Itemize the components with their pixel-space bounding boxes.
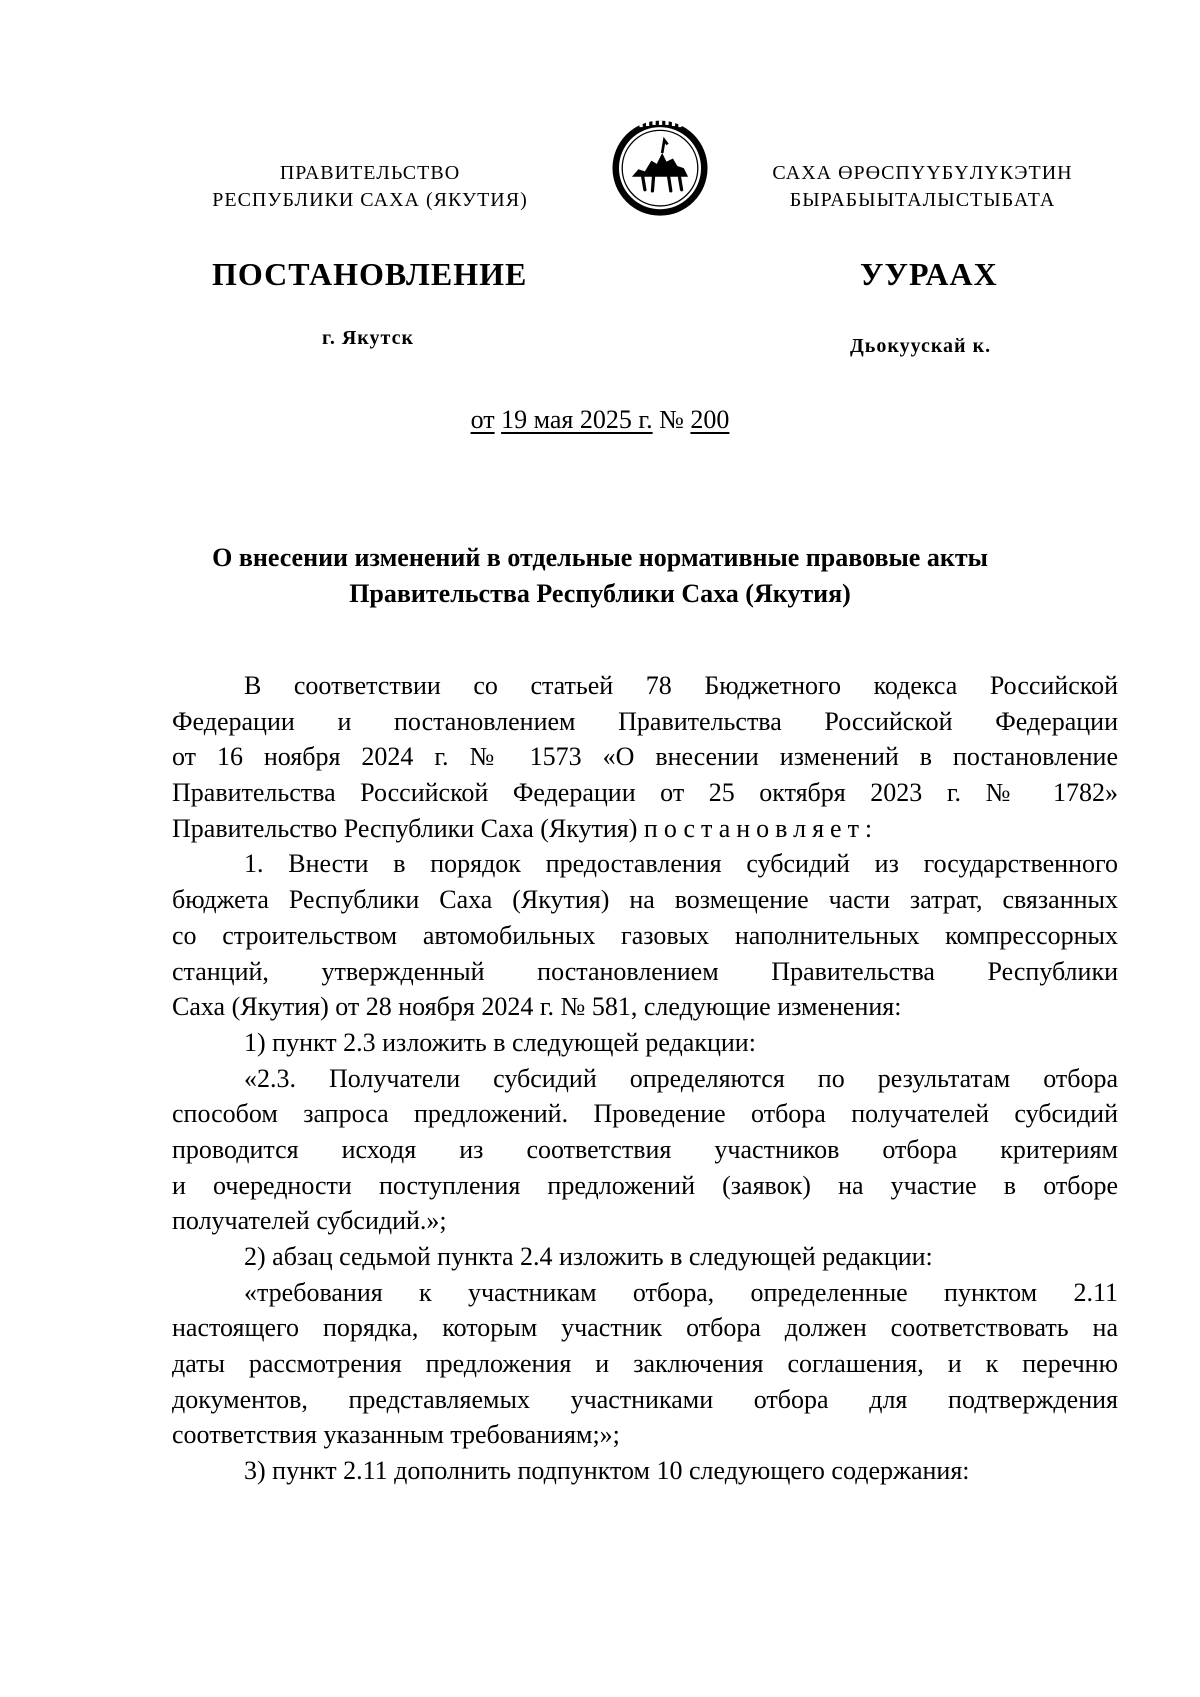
body-line: документов, представляемых участниками отбора для подтверждения [172,1384,1118,1414]
body-line: способом запроса предложений. Проведение отбора получателей субсидий [172,1099,1118,1129]
document-date: 19 мая 2025 г. [501,405,653,434]
body-line: проводится исходя из соответствия участников отбора критериям [172,1134,1118,1164]
body-line: 2) абзац седьмой пункта 2.4 изложить в следующей редакции: [244,1242,933,1271]
number-sign: № [659,405,684,434]
date-number-line [0,407,1200,433]
body-line: соответствия указанным требованиям;»; [172,1420,620,1450]
coat-of-arms-emblem [606,112,714,220]
body-line: от 16 ноября 2024 г. № 1573 «О внесении изменений в постановление [172,742,1118,772]
doc-type-sah: УУРААХ [860,256,998,292]
preamble-end: Правительство Республики Саха (Якутия) [172,813,638,843]
body-line: Федерации и постановлением Правительства Российской Федерации [172,706,1118,736]
body-line: 3) пункт 2.11 дополнить подпунктом 10 следующего содержания: [244,1456,970,1486]
body-line: даты рассмотрения предложения и заключения соглашения, и к перечню [172,1349,1118,1379]
body-line: станций, утвержденный постановлением Правительства Республики [172,956,1118,986]
title-line-1: О внесении изменений в отдельные нормативные правовые акты [212,543,988,572]
body-line: «требования к участникам отбора, определенные пунктом 2.11 [244,1277,1118,1307]
document-title [170,540,1030,612]
body-line: 1. Внести в порядок предоставления субсидий из государственного [244,849,1118,879]
date-prefix: от [470,405,495,434]
place-ru: г. Якутск [322,327,414,349]
body-line [172,811,1118,847]
decrees-word: постановляет: [643,813,879,843]
place-sah: Дьокуускай к. [850,335,992,357]
body-line: «2.3. Получатели субсидий определяются по результатам отбора [244,1063,1118,1093]
header-right-line1: САХА ӨРӨСПҮҮБҮЛҮКЭТИН [772,162,1073,184]
header-left-line2: РЕСПУБЛИКИ САХА (ЯКУТИЯ) [212,189,528,211]
body-line: 1) пункт 2.3 изложить в следующей редакции: [244,1027,756,1057]
header-left-line1: ПРАВИТЕЛЬСТВО [279,162,461,184]
document-number: 200 [690,405,730,434]
body-line: настоящего порядка, которым участник отбора должен соответствовать на [172,1313,1118,1343]
body-line: со строительством автомобильных газовых наполнительных компрессорных [172,920,1118,950]
title-line-2: Правительства Республики Саха (Якутия) [349,579,851,608]
doc-type-ru: ПОСТАНОВЛЕНИЕ [212,256,528,292]
body-line: бюджета Республики Саха (Якутия) на возмещение части затрат, связанных [172,885,1118,915]
body-line: Саха (Якутия) от 28 ноября 2024 г. № 581, следующие изменения: [172,992,902,1022]
body-line: и очередности поступления предложений (заявок) на участие в отборе [172,1170,1118,1200]
header-right-line2: БЫРАБЫЫТАЛЫСТЫБАТА [789,189,1056,211]
body-line: Правительства Российской Федерации от 25 октября 2023 г. № 1782» [172,778,1118,808]
document-body [172,668,1118,1489]
body-line: В соответствии со статьей 78 Бюджетного кодекса Российской [244,671,1118,700]
body-line: получателей субсидий.»; [172,1206,447,1236]
